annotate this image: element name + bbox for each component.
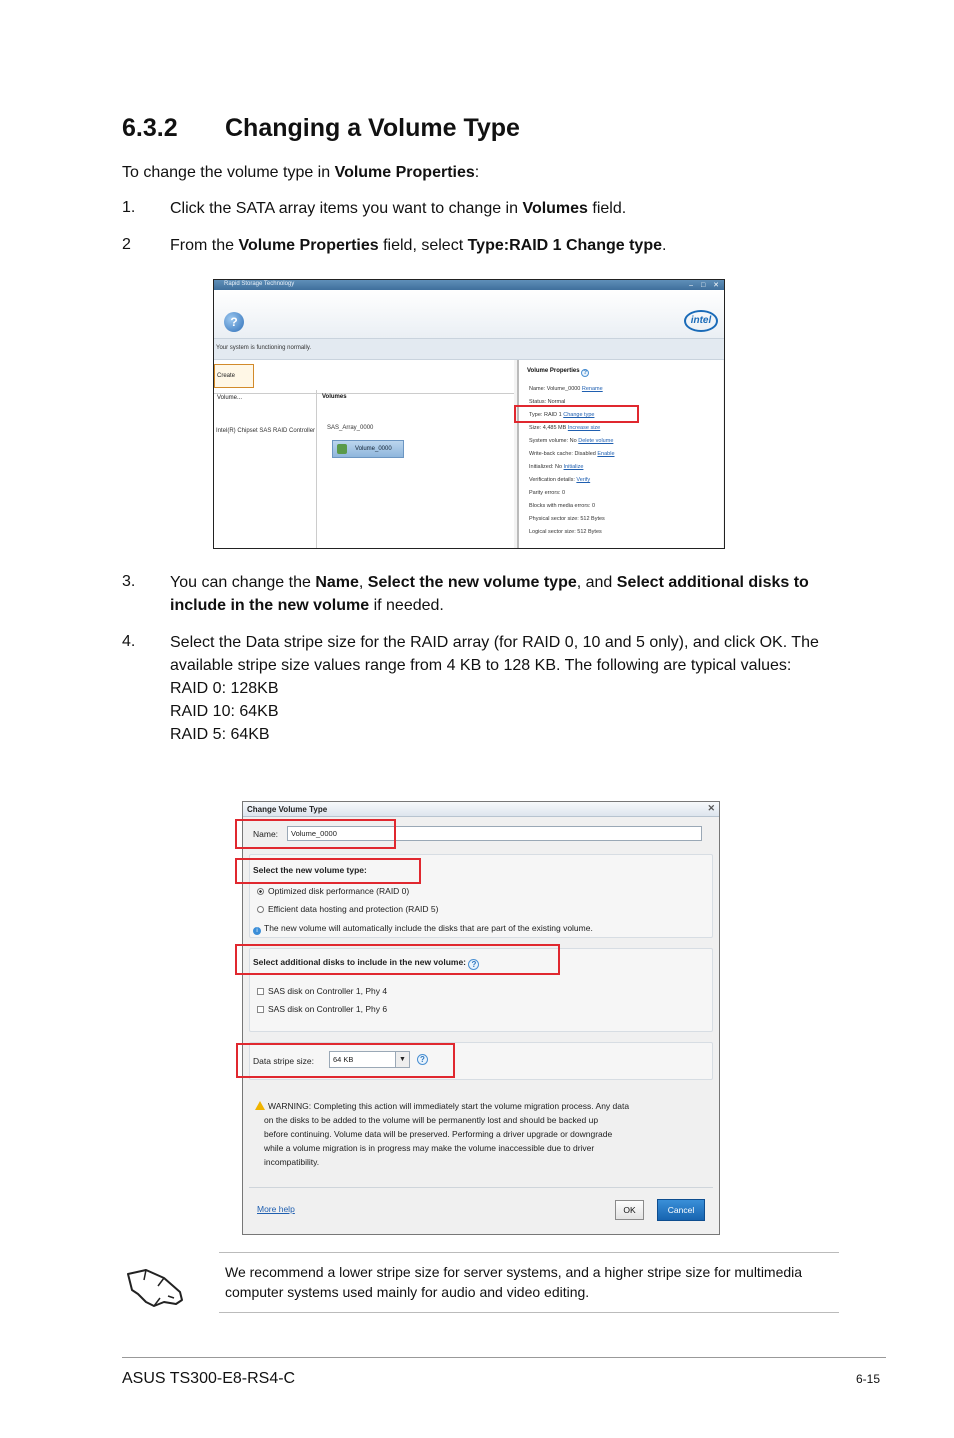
highlight-additional-disks bbox=[235, 944, 560, 975]
disk-phy4-checkbox[interactable] bbox=[257, 986, 387, 996]
raid0-label: Optimized disk performance (RAID 0) bbox=[268, 886, 410, 896]
warning-message bbox=[255, 1099, 629, 1169]
props-title-text: Volume Properties bbox=[527, 368, 580, 374]
disk-phy4-label: SAS disk on Controller 1, Phy 4 bbox=[268, 986, 388, 996]
property-row bbox=[529, 503, 595, 509]
volume-properties-pane bbox=[517, 360, 723, 549]
property-label: Blocks with media errors: 0 bbox=[529, 503, 596, 509]
section-number: 6.3.2 bbox=[122, 114, 178, 142]
cancel-button[interactable]: Cancel bbox=[657, 1199, 705, 1221]
step-4-line: RAID 0: 128KB bbox=[170, 680, 279, 697]
step-bold-part: Select additional disks to include in the new volume bbox=[170, 574, 809, 614]
close-icon[interactable]: ✕ bbox=[707, 803, 715, 813]
name-label: Name: bbox=[253, 829, 279, 839]
info-icon: i bbox=[253, 927, 261, 935]
property-label: Initialized: No bbox=[529, 464, 564, 470]
step-4-line: RAID 5: 64KB bbox=[170, 726, 270, 743]
step-bold-part: Volumes bbox=[522, 200, 588, 217]
step-bold-part: Volume Properties bbox=[238, 237, 379, 254]
name-input[interactable]: Volume_0000 bbox=[287, 826, 702, 841]
help-icon: ? bbox=[224, 312, 244, 332]
status-text: Your system is functioning normally. bbox=[216, 345, 312, 351]
window-titlebar bbox=[214, 280, 724, 290]
raid5-option[interactable] bbox=[257, 904, 438, 914]
footer-rule bbox=[122, 1357, 886, 1358]
property-link[interactable]: Delete volume bbox=[578, 438, 614, 444]
help-icon[interactable]: ? bbox=[468, 959, 479, 970]
warning-line: WARNING: Completing this action will immediately start the volume migration process. Any data bbox=[268, 1101, 630, 1111]
dialog-titlebar bbox=[243, 802, 719, 817]
property-row bbox=[529, 529, 602, 535]
window-controls: – □ ✕ bbox=[689, 282, 722, 289]
property-label: Physical sector size: 512 Bytes bbox=[529, 516, 605, 522]
dialog-divider bbox=[249, 1187, 713, 1188]
step-4-line: Select the Data stripe size for the RAID array (for RAID 0, 10 and 5 only), and click OK. The available stripe size values range from 4 KB to 128 KB. The following are typical values: bbox=[170, 634, 819, 674]
step-text-part: From the bbox=[170, 237, 239, 254]
section-title: Changing a Volume Type bbox=[225, 114, 520, 142]
step-4-text bbox=[170, 631, 840, 746]
property-row bbox=[529, 451, 615, 457]
note-text: We recommend a lower stripe size for server systems, and a higher stripe size for multimedia computer systems used mainly for audio and video editing. bbox=[225, 1264, 803, 1300]
property-row bbox=[529, 438, 613, 444]
property-label: Name: Volume_0000 bbox=[529, 386, 582, 392]
property-label: System volume: No bbox=[529, 438, 579, 444]
stripe-size-label: Data stripe size: bbox=[253, 1056, 314, 1066]
status-bar bbox=[214, 338, 724, 360]
array-label[interactable]: SAS_Array_0000 bbox=[327, 425, 374, 431]
additional-disks-text: Select additional disks to include in the new volume: bbox=[253, 957, 467, 967]
property-link[interactable]: Initialize bbox=[563, 464, 584, 470]
step-text-part: You can change the bbox=[170, 574, 316, 591]
volume-item[interactable] bbox=[332, 440, 404, 458]
volume-properties-title bbox=[527, 368, 589, 377]
footer-page-number: 6-15 bbox=[856, 1372, 881, 1386]
step-4-number: 4. bbox=[122, 633, 136, 650]
checkbox-icon bbox=[257, 1006, 264, 1013]
step-text-part: field. bbox=[587, 200, 627, 217]
intro-paragraph bbox=[122, 161, 479, 184]
radio-icon bbox=[257, 906, 264, 913]
intro-text: To change the volume type in bbox=[122, 164, 335, 181]
property-link[interactable]: Change type bbox=[563, 412, 595, 418]
create-volume-button[interactable]: Create Volume... bbox=[214, 364, 254, 388]
warning-line: while a volume migration is in progress may make the volume inaccessible due to driver bbox=[264, 1143, 595, 1153]
raid5-label: Efficient data hosting and protection (RAID 5) bbox=[268, 904, 439, 914]
intel-logo-icon: intel bbox=[684, 310, 718, 332]
step-text-part: , and bbox=[576, 574, 617, 591]
highlight-name bbox=[235, 819, 396, 849]
property-label: Type: RAID 1 bbox=[529, 412, 564, 418]
step-1-number: 1. bbox=[122, 199, 136, 216]
step-text-part: if needed. bbox=[369, 597, 444, 614]
dialog-title: Change Volume Type bbox=[247, 805, 328, 814]
hand-note-icon bbox=[124, 1262, 186, 1310]
property-link[interactable]: Increase size bbox=[567, 425, 601, 431]
select-type-label: Select the new volume type: bbox=[253, 865, 367, 875]
radio-selected-icon bbox=[257, 888, 264, 895]
checkbox-icon bbox=[257, 988, 264, 995]
raid0-option[interactable] bbox=[257, 886, 409, 896]
info-message bbox=[253, 923, 593, 935]
step-bold-part: Type:RAID 1 Change type bbox=[467, 237, 662, 254]
vertical-divider bbox=[316, 390, 317, 549]
intro-suffix: : bbox=[474, 164, 480, 181]
property-label: Logical sector size: 512 Bytes bbox=[529, 529, 602, 535]
step-text-part: , bbox=[358, 574, 368, 591]
property-row bbox=[529, 490, 565, 496]
volumes-pane bbox=[214, 360, 514, 549]
section-heading bbox=[122, 114, 520, 143]
footer-product: ASUS TS300-E8-RS4-C bbox=[122, 1370, 296, 1387]
highlight-stripe-size bbox=[236, 1043, 455, 1078]
warning-icon bbox=[255, 1101, 265, 1110]
property-row bbox=[529, 516, 605, 522]
warning-line: before continuing. Volume data will be preserved. Performing a driver upgrade or downgrade bbox=[264, 1129, 613, 1139]
note-bottom-rule bbox=[219, 1312, 839, 1313]
stripe-size-value: 64 KB bbox=[333, 1055, 354, 1064]
step-4-line: RAID 10: 64KB bbox=[170, 703, 279, 720]
step-text-part: . bbox=[662, 237, 667, 254]
step-3-text bbox=[170, 571, 850, 617]
intro-bold: Volume Properties bbox=[334, 164, 475, 181]
note-top-rule bbox=[219, 1252, 839, 1253]
step-bold-part: Select the new volume type bbox=[367, 574, 577, 591]
property-label: Write-back cache: Disabled bbox=[529, 451, 598, 457]
controller-label: Intel(R) Chipset SAS RAID Controller bbox=[216, 428, 316, 434]
volumes-header: Volumes bbox=[322, 394, 347, 400]
property-row bbox=[529, 464, 583, 470]
warning-line: on the disks to be added to the volume will be permanently lost and should be backed up bbox=[264, 1115, 599, 1125]
change-volume-type-dialog bbox=[242, 801, 720, 1235]
ok-button[interactable]: OK bbox=[615, 1200, 644, 1220]
property-link[interactable]: Enable bbox=[597, 451, 615, 457]
property-row bbox=[529, 477, 590, 483]
step-2-number: 2 bbox=[122, 236, 131, 253]
property-label: Verification details: bbox=[529, 477, 577, 483]
step-1-text bbox=[170, 197, 850, 220]
property-row bbox=[529, 425, 600, 431]
pane-divider bbox=[214, 388, 514, 394]
step-text-part: Click the SATA array items you want to change in bbox=[170, 200, 523, 217]
property-link[interactable]: Rename bbox=[581, 386, 603, 392]
step-2-text bbox=[170, 234, 850, 257]
volume-label: Volume_0000 bbox=[355, 446, 392, 452]
highlight-change-type bbox=[514, 405, 639, 423]
disk-phy6-checkbox[interactable] bbox=[257, 1004, 387, 1014]
step-bold-part: Name bbox=[315, 574, 359, 591]
property-row bbox=[529, 386, 603, 392]
step-text-part: field, select bbox=[378, 237, 468, 254]
chevron-down-icon[interactable]: ▼ bbox=[395, 1052, 409, 1067]
property-link[interactable]: Verify bbox=[576, 477, 591, 483]
info-text: The new volume will automatically include the disks that are part of the existing volume. bbox=[264, 923, 593, 933]
help-icon[interactable]: ? bbox=[417, 1054, 428, 1065]
property-label: Status: Normal bbox=[529, 399, 566, 405]
header-band bbox=[214, 290, 724, 338]
disk-phy6-label: SAS disk on Controller 1, Phy 6 bbox=[268, 1004, 388, 1014]
rst-main-window-screenshot bbox=[213, 279, 725, 549]
window-title: Rapid Storage Technology bbox=[224, 281, 295, 287]
help-icon[interactable]: ? bbox=[581, 369, 589, 377]
highlight-volume-type bbox=[235, 858, 421, 884]
step-3-number: 3. bbox=[122, 573, 136, 590]
warning-line: incompatibility. bbox=[264, 1157, 320, 1167]
property-label: Size: 4,485 MB bbox=[529, 425, 568, 431]
volume-icon bbox=[337, 444, 347, 454]
more-help-link[interactable]: More help bbox=[257, 1204, 295, 1214]
property-label: Parity errors: 0 bbox=[529, 490, 566, 496]
